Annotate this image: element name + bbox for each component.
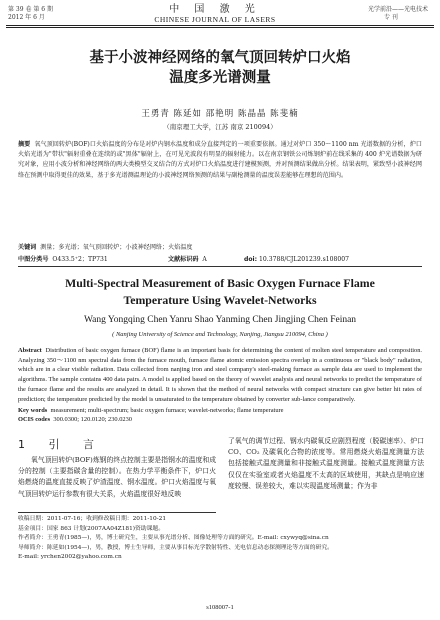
footnote-fund: 基金项目：国家 863 计划(2007AA04Z181)资助课题。 xyxy=(18,525,165,532)
doi-value: 10.3788/CJL201239.s108007 xyxy=(259,256,350,263)
abstract-cn-label: 摘要 xyxy=(18,141,31,148)
abstract-en-text: Distribution of basic oxygen furnace (BOF) flame is an important basis for determining the content of molten steel temperature and composition. Analyzing 350～1100 nm spectral data from the furnace mouth, furnace flame atomic emission spectra overlap in a continuous or "black body" radiation, which are in a clear visible radiation. Data collected from nanjing iron and steel company's steel-making furnace as sample data are used to implement the algorithms. The sample contains 400 data pairs. A model is applied based on the theory of wavelet analysis and neural networks to predict the temperature of the furnace flame and the results are analyzed in detail. It is shown that the method of neural networks with compact structure can give better hit rates of prediction; the temperature predicted by the model is unsaturated to the temperature obtained by converter sub-lance comparatively. xyxy=(18,347,422,403)
affiliation-cn: （南京理工大学，江苏 南京 210094） xyxy=(163,123,277,131)
doc-code-value: A xyxy=(202,256,207,263)
ocis-label: OCIS codes xyxy=(18,416,51,423)
clc-label: 中图分类号 xyxy=(18,256,49,263)
volume: 第 39 卷 xyxy=(8,6,32,13)
abstract-cn-text: 氧气顶回转炉(BOF)口火焰温度的分布是对炉内钢水温度和成分直接判定的一项重要依据。通过对炉口 350～1100 nm 光谱数据的分析，炉口火焰光谱为"带状"辐射重叠在连续的或"黑体"辐射上，在可见光波段有明显的辐射能力。以在南京钢铁公司炼钢炉前在线采集的 400 炉光谱数据为研究对象，应用小波分析和神经网络的两大类模型交叉结合的方式对炉口火焰温度进行建模预测，并对预测结果做出分析。结果表明，紧致型小波神经网络在预测中取得更佳的效果，基于多光谱测温理论的小波神经网络预测的结果与副枪测量的温度误差能够在理想的范围内。 xyxy=(18,141,422,179)
section-divider xyxy=(18,266,422,267)
abstract-en xyxy=(18,346,422,404)
body-column-left: 氧气顶回转炉(BOF)炼钢的终点控制主要是指钢水的温度和成分的控制（主要指碳含量的控制）。在热力学平衡条件下，炉口火焰燃烧的温度直接反映了炉渣温度、钢水温度。炉口火焰温度与氧气顶回转炉运行参数有很大关系，火焰温度很好地反映 xyxy=(18,456,216,498)
section-name: 光学前沿——光电技术 xyxy=(368,6,429,13)
header-rule xyxy=(6,25,434,26)
doc-code-label: 文献标识码 xyxy=(168,256,199,263)
classification-row xyxy=(18,255,422,264)
issue-info xyxy=(8,6,53,22)
keywords-en xyxy=(18,406,422,415)
journal-name xyxy=(90,4,340,24)
page-number: s108007-1 xyxy=(206,604,234,611)
keywords-en-text: measurement; multi-spectrum; basic oxygen furnace; wavelet-networks; flame temperature xyxy=(50,407,284,414)
footnote-author2-email: E-mail: yrchen2002@yahoo.com.cn xyxy=(18,554,122,561)
issue-date: 2012 年 6 月 xyxy=(8,14,45,21)
abstract-cn xyxy=(18,140,422,181)
authors-cn: 王勇青 陈延如 邵艳明 陈晶晶 陈斐楠 xyxy=(141,109,299,119)
section-heading-introduction: 1 引 言 xyxy=(18,438,104,451)
footnotes xyxy=(18,515,426,563)
footnote-received: 收稿日期：2011-07-16；收到修改稿日期：2011-10-21 xyxy=(18,516,167,522)
keywords-cn-text: 测量；多光谱；氧气顶回转炉；小波神经网络；火焰温度 xyxy=(40,244,193,251)
keywords-cn xyxy=(18,243,422,252)
title-cn-line2: 温度多光谱测量 xyxy=(169,70,271,86)
journal-header xyxy=(0,4,440,24)
body-column-right: 了氧气的调节过程、钢水内碳氧反应剧烈程度（脱碳速率）、炉口 CO、CO₂ 及碳氧化合物的浓度等。常用燃烧火焰温度测量方法包括接触式温度测量和非接触式温度测量。接触式温度测量方法仅仅在实验室或者火焰温度不太高的区域使用，其缺点是响应速度较慢、误差较大，难以实现温度场测量；作为非 xyxy=(228,437,424,490)
footnote-author2: 导师简介：陈延如(1954—)，男，教授，博士生导师，主要从事目标光学散射特性、光电信息动态探测理论等方面的研究。 xyxy=(18,544,333,551)
header-rule-thin xyxy=(6,27,434,28)
title-en-line1: Multi-Spectral Measurement of Basic Oxygen Furnace Flame xyxy=(65,276,375,290)
affiliation-en: ( Nanjing University of Science and Technology, Nanjing, Jiangsu 210094, China ) xyxy=(112,331,328,338)
keywords-cn-label: 关键词 xyxy=(18,244,37,251)
authors-en: Wang Yongqing Chen Yanru Shao Yanming Chen Jingjing Chen Feinan xyxy=(83,315,357,325)
section-sub: 专 刊 xyxy=(384,14,398,21)
special-issue-info xyxy=(368,6,432,22)
abstract-en-label: Abstract xyxy=(18,347,42,354)
doi-label: doi: xyxy=(244,256,258,263)
keywords-en-label: Key words xyxy=(18,407,48,414)
ocis-text: 300.0300; 120.0120; 230.0230 xyxy=(53,416,132,423)
footnote-author1: 作者简介：王勇青(1985—)，男，博士研究生，主要从事光谱分析、图像处理等方面的研究。E-mail: cxywyq@sina.cn xyxy=(18,535,329,542)
paper-title-cn xyxy=(20,48,420,88)
journal-name-en: CHINESE JOURNAL OF LASERS xyxy=(154,15,276,24)
title-cn-line1: 基于小波神经网络的氧气顶回转炉口火焰 xyxy=(89,50,351,66)
ocis-codes xyxy=(18,415,422,424)
clc-value: O433.5⁺2；TP731 xyxy=(52,256,108,263)
footnote-rule xyxy=(18,512,216,513)
journal-name-cn: 中 国 激 光 xyxy=(169,4,261,15)
issue: 第 6 期 xyxy=(33,6,54,13)
paper-title-en xyxy=(20,275,420,309)
title-en-line2: Temperature Using Wavelet-Networks xyxy=(123,293,317,307)
